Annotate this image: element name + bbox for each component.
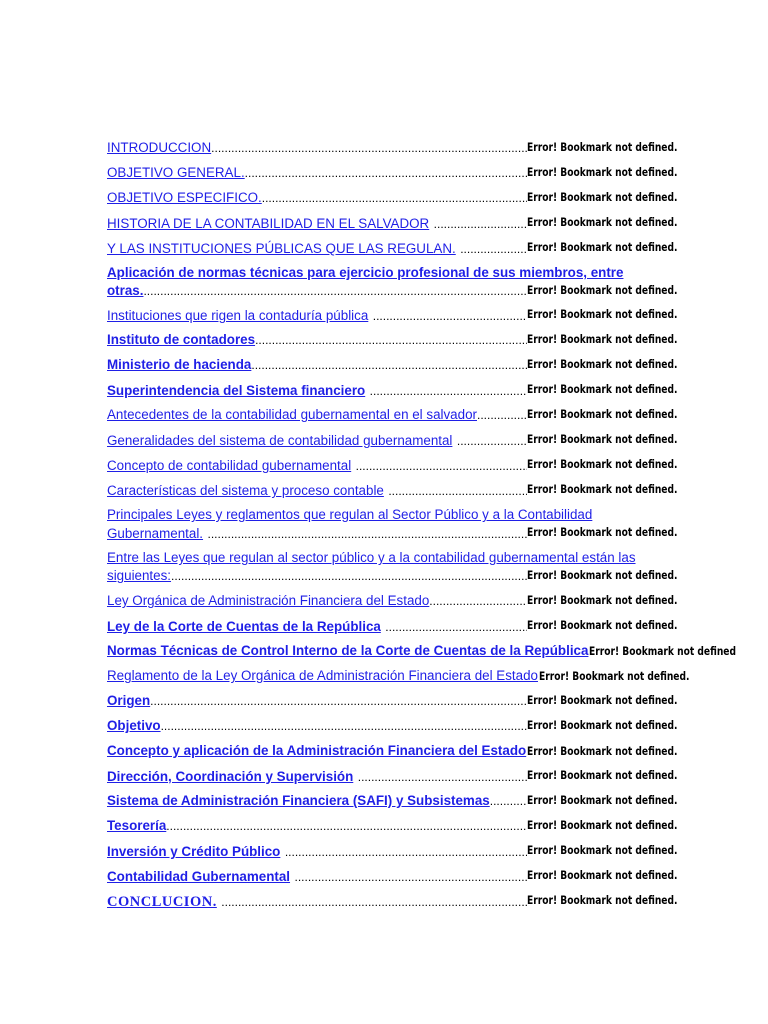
toc-leader (221, 895, 527, 909)
toc-leader (460, 242, 527, 256)
toc-entry[interactable] (107, 868, 768, 888)
toc-error-text: Error! Bookmark not defined. (527, 382, 678, 396)
toc-leader (356, 459, 527, 473)
toc-link[interactable]: Origen (107, 693, 151, 708)
toc-leader (285, 845, 527, 859)
toc-error-text: Error! Bookmark not defined. (527, 843, 678, 857)
toc-link[interactable]: Objetivo (107, 718, 161, 733)
toc-leader (171, 569, 527, 583)
toc-link[interactable]: Normas Técnicas de Control Interno de la Corte de Cuentas de la República (107, 643, 589, 658)
toc-link[interactable]: Tesorería (107, 818, 167, 833)
toc-error-text: Error! Bookmark not defined. (527, 457, 678, 471)
toc-entry[interactable] (107, 432, 768, 452)
toc-link[interactable]: Instituciones que rigen la contaduría pública (107, 308, 369, 323)
toc-error-text: Error! Bookmark not defined. (527, 357, 678, 371)
toc-link[interactable]: Instituto de contadores (107, 332, 256, 347)
toc-leader (150, 694, 527, 708)
toc-entry[interactable] (107, 768, 768, 788)
toc-error-text: Error! Bookmark not defined. (527, 140, 678, 154)
toc-entry[interactable] (107, 482, 768, 502)
toc-link[interactable]: Generalidades del sistema de contabilidad gubernamental (107, 433, 453, 448)
toc-error-text: Error! Bookmark not defined. (527, 165, 678, 179)
toc-error-text: Error! Bookmark not defined. (527, 332, 678, 346)
toc-link[interactable]: Ley de la Corte de Cuentas de la República (107, 619, 381, 634)
toc-entry[interactable] (107, 165, 768, 185)
toc-error-text: Error! Bookmark not defined. (527, 215, 678, 229)
toc-entry[interactable] (107, 332, 768, 352)
toc-link[interactable]: OBJETIVO ESPECIFICO. (107, 190, 262, 205)
toc-entry[interactable] (107, 718, 768, 738)
toc-leader (373, 309, 527, 323)
toc-link[interactable]: HISTORIA DE LA CONTABILIDAD EN EL SALVADOR (107, 216, 430, 231)
toc-link[interactable]: OBJETIVO GENERAL. (107, 165, 245, 180)
toc-entry[interactable] (107, 215, 768, 235)
toc-entry[interactable] (107, 668, 768, 688)
toc-link[interactable]: Concepto y aplicación de la Administración Financiera del Estado (107, 743, 527, 758)
toc-leader (166, 819, 527, 833)
toc-error-text: Error! Bookmark not defined. (527, 893, 678, 907)
toc-leader (429, 594, 527, 608)
toc-entry[interactable] (107, 550, 768, 588)
toc-error-text: Error! Bookmark not defined (589, 644, 737, 658)
toc-link[interactable]: Y LAS INSTITUCIONES PÚBLICAS QUE LAS REGULAN. (107, 241, 456, 256)
toc-link[interactable]: Dirección, Coordinación y Supervisión (107, 769, 354, 784)
toc-link[interactable]: Superintendencia del Sistema financiero (107, 383, 366, 398)
toc-leader (294, 870, 527, 884)
toc-error-text: Error! Bookmark not defined. (527, 693, 678, 707)
toc-link[interactable]: Características del sistema y proceso contable (107, 483, 384, 498)
toc-error-text: Error! Bookmark not defined. (527, 618, 678, 632)
toc-link[interactable]: Aplicación de normas técnicas para ejercicio profesional de sus miembros, entre (107, 265, 624, 280)
toc-entry[interactable] (107, 743, 768, 763)
toc-link[interactable]: Reglamento de la Ley Orgánica de Administración Financiera del Estado (107, 668, 538, 683)
toc-leader (161, 719, 527, 733)
toc-link[interactable]: CONCLUCION. (107, 894, 217, 910)
toc-leader (211, 141, 527, 155)
toc-link[interactable]: Ministerio de hacienda (107, 357, 252, 372)
toc-entry[interactable] (107, 307, 768, 327)
toc-entry[interactable] (107, 793, 768, 813)
toc-error-text: Error! Bookmark not defined. (527, 407, 678, 421)
toc-link[interactable]: siguientes: (107, 568, 172, 583)
toc-entry[interactable] (107, 593, 768, 613)
toc-error-text: Error! Bookmark not defined. (538, 669, 690, 683)
toc-error-text: Error! Bookmark not defined. (527, 593, 678, 607)
toc-link[interactable]: Gubernamental. (107, 526, 204, 541)
toc-leader (434, 217, 527, 231)
toc-leader (477, 408, 527, 422)
toc-error-text: Error! Bookmark not defined. (527, 568, 678, 582)
toc-leader (251, 358, 527, 372)
toc-error-text: Error! Bookmark not defined. (527, 307, 678, 321)
toc-link[interactable]: otras. (107, 283, 144, 298)
toc-error-text: Error! Bookmark not defined. (527, 482, 678, 496)
toc-link[interactable]: Principales Leyes y reglamentos que regulan al Sector Público y a la Contabilidad (107, 507, 593, 522)
toc-leader (255, 333, 527, 347)
toc-leader (388, 484, 527, 498)
toc-entry[interactable] (107, 240, 768, 260)
toc-error-text: Error! Bookmark not defined. (527, 793, 678, 807)
toc-entry[interactable] (107, 618, 768, 638)
toc-leader (385, 620, 527, 634)
toc-leader (370, 384, 527, 398)
toc-error-text: Error! Bookmark not defined. (527, 525, 678, 539)
toc-link[interactable]: Entre las Leyes que regulan al sector público y a la contabilidad gubernamental están las (107, 550, 636, 565)
toc-error-text: Error! Bookmark not defined. (527, 768, 678, 782)
toc-entry[interactable] (107, 818, 768, 838)
toc-leader (245, 166, 527, 180)
toc-leader (358, 770, 527, 784)
toc-entry[interactable] (107, 457, 768, 477)
toc-error-text: Error! Bookmark not defined. (527, 818, 678, 832)
toc-link[interactable]: Sistema de Administración Financiera (SAFI) y Subsistemas (107, 793, 490, 808)
toc-entry[interactable] (107, 507, 768, 545)
toc-link[interactable]: Antecedentes de la contabilidad gubernamental en el salvador (107, 407, 477, 422)
toc-leader (262, 191, 527, 205)
toc-error-text: Error! Bookmark not defined. (527, 744, 678, 758)
toc-entry[interactable] (107, 693, 768, 713)
toc-link[interactable]: Contabilidad Gubernamental (107, 869, 291, 884)
toc-error-text: Error! Bookmark not defined. (527, 240, 678, 254)
toc-error-text: Error! Bookmark not defined. (527, 432, 678, 446)
toc-entry[interactable] (107, 265, 768, 303)
toc-leader (490, 794, 527, 808)
toc-link[interactable]: Concepto de contabilidad gubernamental (107, 458, 352, 473)
toc-link[interactable]: Ley Orgánica de Administración Financiera del Estado (107, 593, 430, 608)
toc-error-text: Error! Bookmark not defined. (527, 718, 678, 732)
toc-entry[interactable] (107, 893, 768, 913)
toc-entry[interactable] (107, 407, 768, 427)
toc-entry[interactable] (107, 140, 768, 160)
toc-entry[interactable] (107, 357, 768, 377)
toc-link[interactable]: INTRODUCCION (107, 140, 212, 155)
toc-link[interactable]: Inversión y Crédito Público (107, 844, 281, 859)
toc-leader (457, 434, 527, 448)
toc-entry[interactable] (107, 843, 768, 863)
toc-leader (143, 284, 527, 298)
toc-entry[interactable] (107, 643, 768, 663)
toc-entry[interactable] (107, 382, 768, 402)
toc-error-text: Error! Bookmark not defined. (527, 868, 678, 882)
toc-entry[interactable] (107, 190, 768, 210)
toc-error-text: Error! Bookmark not defined. (527, 283, 678, 297)
toc-leader (207, 527, 527, 541)
toc-error-text: Error! Bookmark not defined. (527, 190, 678, 204)
